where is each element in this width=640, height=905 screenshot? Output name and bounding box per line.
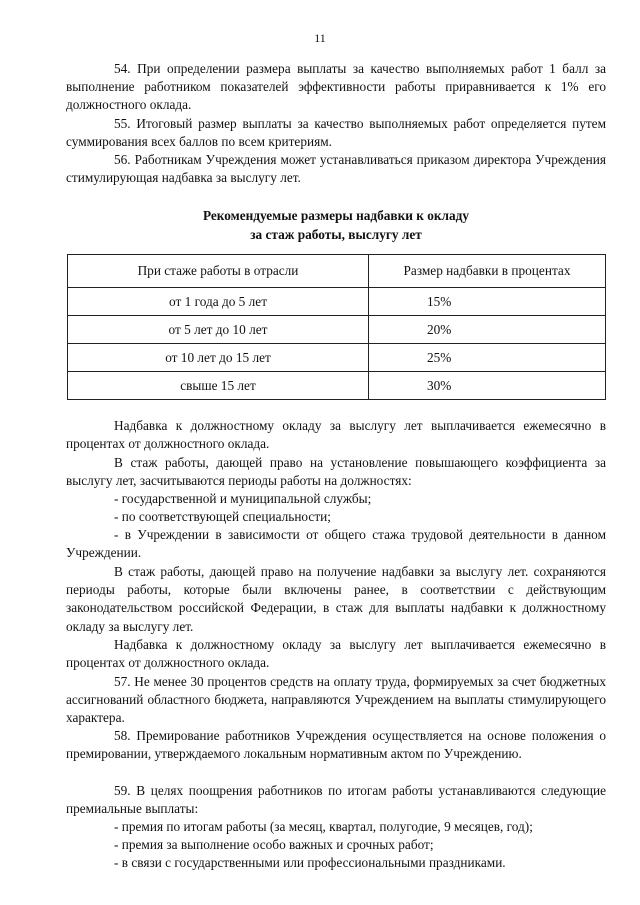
row-bonus xyxy=(369,288,606,316)
row-bonus xyxy=(369,344,606,372)
row-bonus xyxy=(369,372,606,400)
table-row xyxy=(68,316,606,344)
list-item-specialty: - по соответствующей специальности; xyxy=(114,509,331,524)
paragraph-57: 57. Не менее 30 процентов средств на оплату труда, формируемых за счет бюджетных ассигнований областного бюджета, направляются Учреждением на выплаты стимулирующего характера. xyxy=(66,674,606,726)
row-experience: от 5 лет до 10 лет xyxy=(68,316,369,344)
list-item-results-bonus: - премия по итогам работы (за месяц, квартал, полугодие, 9 месяцев, год); xyxy=(114,819,533,834)
table-title-line-2: за стаж работы, выслугу лет xyxy=(250,227,422,242)
list-item-institution: - в Учреждении в зависимости от общего стажа трудовой деятельности в данном Учреждении. xyxy=(66,527,606,561)
paragraph-seniority-monthly-2: Надбавка к должностному окладу за выслугу лет выплачивается ежемесячно в процентах от должностного оклада. xyxy=(66,637,606,671)
row-bonus xyxy=(369,316,606,344)
table-title-line-1: Рекомендуемые размеры надбавки к окладу xyxy=(202,208,470,223)
table-header-row xyxy=(68,255,606,288)
row-bonus-value: 20% xyxy=(427,321,452,337)
row-experience: от 10 лет до 15 лет xyxy=(68,344,369,372)
header-bonus-percent: Размер надбавки в процентах xyxy=(369,255,606,288)
row-experience: свыше 15 лет xyxy=(68,372,369,400)
row-experience: от 1 года до 5 лет xyxy=(68,288,369,316)
table-row xyxy=(68,344,606,372)
row-bonus-value: 30% xyxy=(427,377,452,393)
list-item-urgent-work-bonus: - премия за выполнение особо важных и срочных работ; xyxy=(114,837,434,852)
paragraph-seniority-periods: В стаж работы, дающей право на установление повышающего коэффициента за выслугу лет, засчитываются периоды работы на должностях: xyxy=(66,455,606,489)
paragraph-preserved-periods: В стаж работы, дающей право на получение надбавки за выслугу лет. сохраняются периоды работы, которые были включены ранее, в соответствии с действующим законодательством российской Федерации, в стаж для выплаты надбавки к должностному окладу за выслугу лет. xyxy=(66,564,606,634)
table-row xyxy=(68,288,606,316)
page-number: 11 xyxy=(314,31,326,45)
bonus-rate-table xyxy=(67,254,606,400)
row-bonus-value: 15% xyxy=(427,293,452,309)
list-item-holiday-bonus: - в связи с государственными или профессиональными праздниками. xyxy=(114,855,506,870)
list-item-state-service: - государственной и муниципальной службы; xyxy=(114,491,372,506)
paragraph-55: 55. Итоговый размер выплаты за качество выполняемых работ определяется путем суммирования всех баллов по всем критериям. xyxy=(66,116,606,150)
row-bonus-value: 25% xyxy=(427,349,452,365)
table-row xyxy=(68,372,606,400)
paragraph-59: 59. В целях поощрения работников по итогам работы устанавливаются следующие премиальные выплаты: xyxy=(66,783,606,817)
paragraph-54: 54. При определении размера выплаты за качество выполняемых работ 1 балл за выполнение работником показателей эффективности работы приравнивается к 1% его должностного оклада. xyxy=(66,61,606,113)
paragraph-seniority-monthly: Надбавка к должностному окладу за выслугу лет выплачивается ежемесячно в процентах от должностного оклада. xyxy=(66,418,606,452)
paragraph-56: 56. Работникам Учреждения может устанавливаться приказом директора Учреждения стимулирующая надбавка за выслугу лет. xyxy=(66,152,606,186)
paragraph-58: 58. Премирование работников Учреждения осуществляется на основе положения о премировании, утверждаемого локальным нормативным актом по Учреждению. xyxy=(66,728,606,762)
header-experience: При стаже работы в отрасли xyxy=(68,255,369,288)
